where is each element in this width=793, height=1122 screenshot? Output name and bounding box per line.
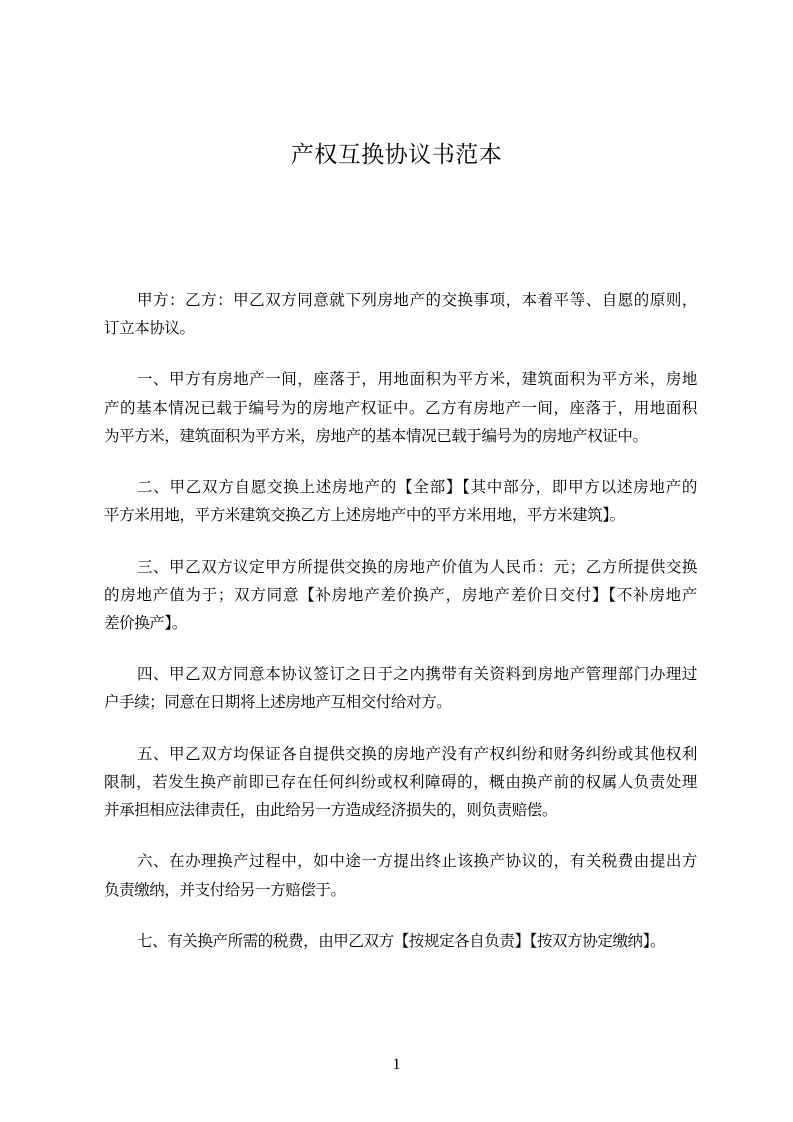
paragraph-clause-1 xyxy=(104,365,697,450)
paragraph-line: 限制，若发生换产前即已存在任何纠纷或权利障碍的，概由换产前的权属人负责处理 xyxy=(104,772,697,791)
paragraph-clause-2 xyxy=(104,473,697,529)
paragraph-line: 订立本协议。 xyxy=(104,319,195,338)
paragraph-line: 三、甲乙双方议定甲方所提供交换的房地产价值为人民币：元；乙方所提供交换 xyxy=(137,557,697,576)
paragraph-line: 户手续；同意在日期将上述房地产互相交付给对方。 xyxy=(104,693,452,712)
paragraph-line: 六、在办理换产过程中，如中途一方提出终止该换产协议的，有关税费由提出方 xyxy=(137,852,697,871)
paragraph-clause-7 xyxy=(104,927,697,955)
document-title: 产权互换协议书范本 xyxy=(290,142,503,168)
paragraph-line: 七、有关换产所需的税费，由甲乙双方【按规定各自负责】【按双方协定缴纳】。 xyxy=(137,931,666,950)
paragraph-line: 四、甲乙双方同意本协议签订之日于之内携带有关资料到房地产管理部门办理过 xyxy=(137,665,697,684)
paragraph-clause-6 xyxy=(104,847,697,903)
paragraph-line: 平方米用地，平方米建筑交换乙方上述房地产中的平方米用地，平方米建筑】。 xyxy=(104,506,625,525)
paragraph-preamble xyxy=(104,286,697,342)
paragraph-line: 的房地产值为于；双方同意【补房地产差价换产，房地产差价日交付】【不补房地产 xyxy=(104,585,697,604)
paragraph-clause-5 xyxy=(104,740,697,825)
paragraph-line: 产的基本情况已载于编号为的房地产权证中。乙方有房地产一间，座落于，用地面积 xyxy=(104,398,697,417)
paragraph-line: 二、甲乙双方自愿交换上述房地产的【全部】【其中部分，即甲方以述房地产的 xyxy=(137,478,697,497)
page-number: 1 xyxy=(392,1056,401,1073)
paragraph-line: 五、甲乙双方均保证各自提供交换的房地产没有产权纠纷和财务纠纷或其他权利 xyxy=(137,744,697,763)
paragraph-line: 一、甲方有房地产一间，座落于，用地面积为平方米，建筑面积为平方米，房地 xyxy=(137,370,697,389)
paragraph-clause-4 xyxy=(104,660,697,716)
document-body xyxy=(104,286,697,978)
paragraph-line: 负责缴纳，并支付给另一方赔偿于。 xyxy=(104,880,346,899)
paragraph-line: 差价换产】。 xyxy=(104,613,187,632)
paragraph-line: 为平方米，建筑面积为平方米，房地产的基本情况已载于编号为的房地产权证中。 xyxy=(104,426,648,445)
paragraph-clause-3 xyxy=(104,553,697,638)
paragraph-line: 甲方：乙方：甲乙双方同意就下列房地产的交换事项，本着平等、自愿的原则， xyxy=(137,291,697,309)
paragraph-line: 并承担相应法律责任，由此给另一方造成经济损失的，则负责赔偿。 xyxy=(104,801,558,820)
